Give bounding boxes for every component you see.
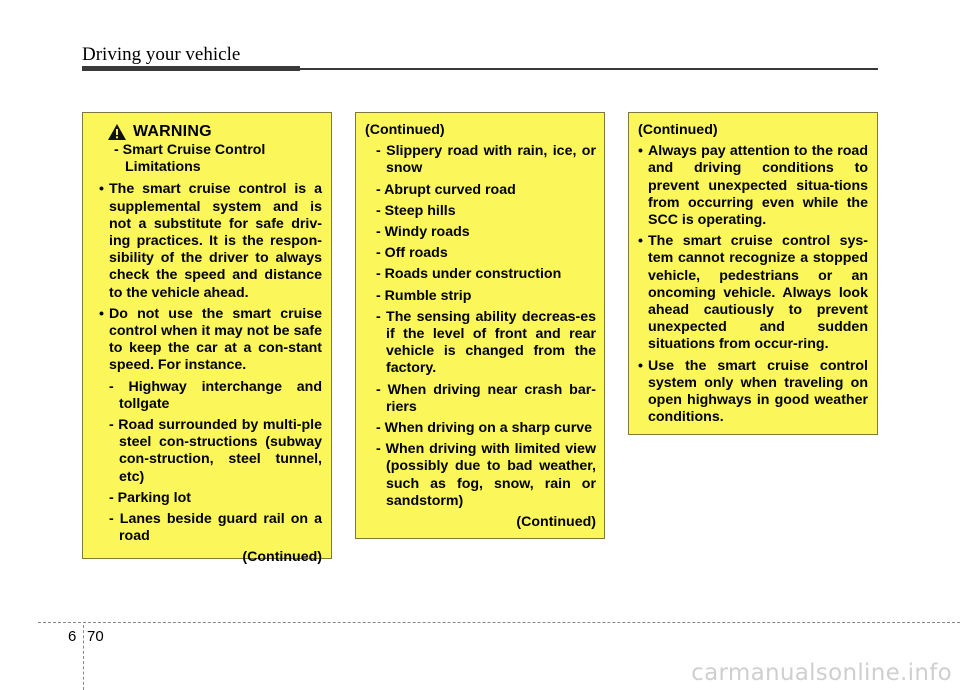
bullet-text: Use the smart cruise control system only when traveling on open highways in good weather conditions.	[648, 357, 868, 426]
list-item: - Rumble strip	[376, 287, 472, 304]
footer-divider	[83, 625, 84, 690]
bullet-dot: •	[638, 233, 643, 250]
bullet-text: Do not use the smart cruise control when it may not be safe to keep the car at a con-stant speed. For instance.	[109, 305, 322, 374]
bullet-dot: •	[99, 305, 104, 322]
list-item: - Windy roads	[376, 224, 470, 241]
list-item: - Road surrounded by multi-ple steel con-structions (subway con-struction, steel tunnel, etc)	[109, 417, 322, 485]
header-rule-thick	[82, 66, 300, 71]
bullet-text: Always pay attention to the road and driving conditions to prevent unexpected situa-tions from occurring even while the SCC is operating.	[648, 143, 868, 229]
list-item: - Parking lot	[109, 489, 191, 506]
bullet-item	[99, 181, 322, 301]
bullet-item	[638, 143, 868, 229]
list-item: - Lanes beside guard rail on a road	[109, 511, 322, 545]
list-item: - Abrupt curved road	[376, 181, 516, 198]
continued-label: (Continued)	[242, 549, 322, 566]
bullet-dot: •	[99, 181, 104, 198]
list-item: - When driving on a sharp curve	[376, 420, 592, 437]
list-item: - Highway interchange and tollgate	[109, 378, 322, 412]
warning-panel-1	[82, 112, 332, 566]
list-item: - Steep hills	[376, 202, 456, 219]
continued-label: (Continued)	[516, 514, 596, 531]
warning-title: WARNING	[133, 123, 212, 141]
watermark: carmanualsonline.info	[691, 660, 952, 686]
bullet-item	[638, 358, 868, 427]
bullet-dot: •	[638, 143, 643, 160]
bullet-text: The smart cruise control sys-tem cannot recognize a stopped vehicle, pedestrians or an oncoming vehicle. Always look ahead cautiously to prevent unexpected and sudden situations from occur-ring.	[648, 233, 868, 353]
list-item: - When driving with limited view (possibly due to bad weather, such as fog, snow, rain or sandstorm)	[376, 441, 596, 509]
page-number: 70	[87, 628, 104, 645]
footer-rule	[38, 622, 960, 623]
bullet-item	[99, 306, 322, 375]
section-number: 6	[68, 628, 77, 645]
continued-label: (Continued)	[365, 122, 445, 138]
warning-triangle-icon	[107, 123, 127, 141]
bullet-item	[638, 233, 868, 353]
page-header-title: Driving your vehicle	[82, 44, 241, 65]
warning-subtitle: - Smart Cruise Control Limitations	[114, 142, 266, 176]
list-item: - Slippery road with rain, ice, or snow	[376, 143, 596, 177]
continued-label: (Continued)	[638, 122, 718, 138]
warning-panel-2	[355, 112, 605, 539]
warning-panel-3	[628, 112, 878, 435]
header-rule-thin	[300, 68, 878, 70]
bullet-dot: •	[638, 357, 643, 374]
list-item: - Off roads	[376, 245, 448, 262]
warning-header	[107, 123, 322, 141]
list-item: - When driving near crash bar-riers	[376, 381, 596, 415]
list-item: - The sensing ability decreas-es if the level of front and rear vehicle is changed from the factory.	[376, 308, 596, 377]
list-item: - Roads under construction	[376, 266, 562, 283]
bullet-text: The smart cruise control is a supplemental system and is not a substitute for safe driv-ing practices. It is the respon-sibility of the driver to always check the speed and distance to the vehicle ahead.	[109, 181, 322, 301]
